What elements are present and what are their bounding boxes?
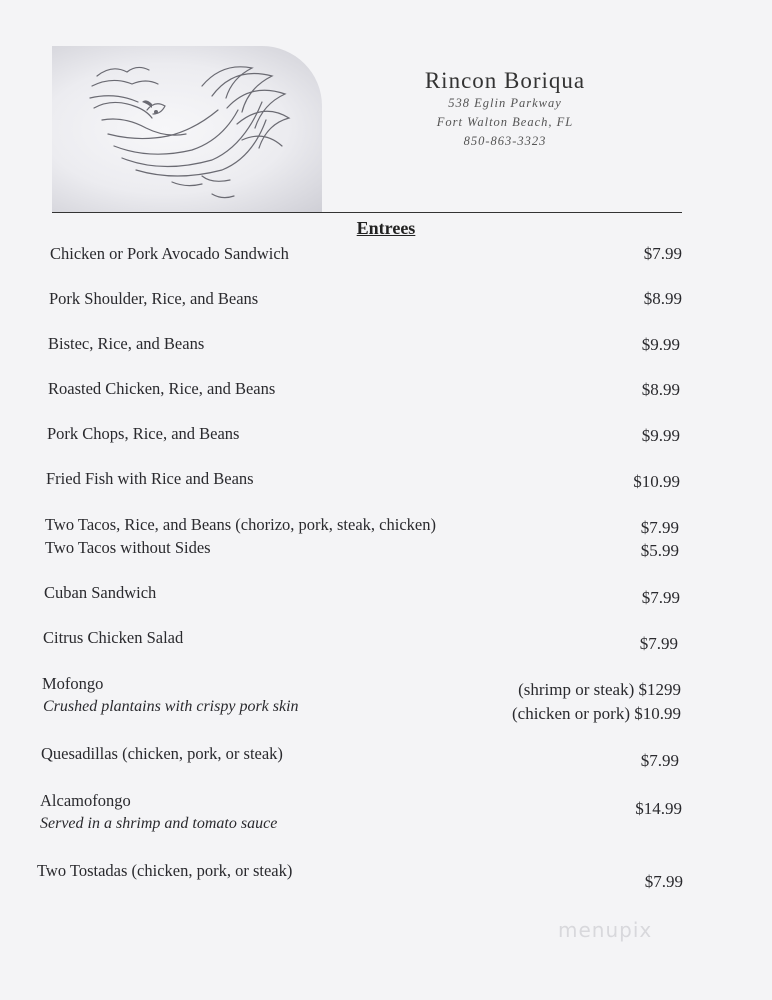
menu-item-price: $7.99 [644,872,683,891]
menu-item-price: $7.99 [643,244,682,263]
menu-item-name: Pork Shoulder, Rice, and Beans [49,289,259,308]
menu-item-name: Mofongo [42,674,104,693]
menu-item-price: $7.99 [640,751,679,770]
watermark: menupix [558,918,653,942]
menu-item-price: $9.99 [641,335,680,354]
menu-item-price: $8.99 [643,289,682,308]
menu-item-name: Two Tacos without Sides [45,538,211,557]
menu-item-name: Quesadillas (chicken, pork, or steak) [41,744,283,763]
menu-item-price: $7.99 [641,588,680,607]
menu-item-name: Alcamofongo [40,791,131,810]
menu-item-price: $10.99 [633,472,680,491]
address-line-2: Fort Walton Beach, FL [436,115,574,129]
menu-item-name: Citrus Chicken Salad [43,628,184,647]
menu-item-price: $8.99 [641,380,680,399]
menu-item-price: $7.99 [640,518,679,537]
rooster-icon [52,46,322,212]
menu-item-name: Roasted Chicken, Rice, and Beans [48,379,276,398]
section-title: Entrees [356,218,416,238]
menu-item-price: $7.99 [639,634,678,653]
menu-item-description: Crushed plantains with crispy pork skin [43,698,299,715]
menu-item-name: Cuban Sandwich [44,583,157,602]
menu-item-price: (chicken or pork) $10.99 [511,704,681,723]
menu-item-name: Two Tostadas (chicken, pork, or steak) [37,861,293,880]
menu-item-name: Two Tacos, Rice, and Beans (chorizo, pork, steak, chicken) [45,515,436,534]
menu-item-name: Bistec, Rice, and Beans [48,334,205,353]
menu-item-name: Fried Fish with Rice and Beans [46,469,254,488]
menu-item-price: $9.99 [641,426,680,445]
restaurant-name: Rincon Boriqua [424,68,586,93]
menu-item-name: Pork Chops, Rice, and Beans [47,424,240,443]
menu-item-price: $5.99 [640,541,679,560]
menu-item-price: $14.99 [635,799,682,818]
menu-item-price: (shrimp or steak) $1299 [518,680,681,699]
menu-item-name: Chicken or Pork Avocado Sandwich [50,244,289,263]
menu-item-description: Served in a shrimp and tomato sauce [40,815,278,832]
header-divider [52,212,682,213]
phone-number: 850-863-3323 [463,134,547,148]
restaurant-header [380,68,630,151]
address-line-1: 538 Eglin Parkway [448,96,562,110]
